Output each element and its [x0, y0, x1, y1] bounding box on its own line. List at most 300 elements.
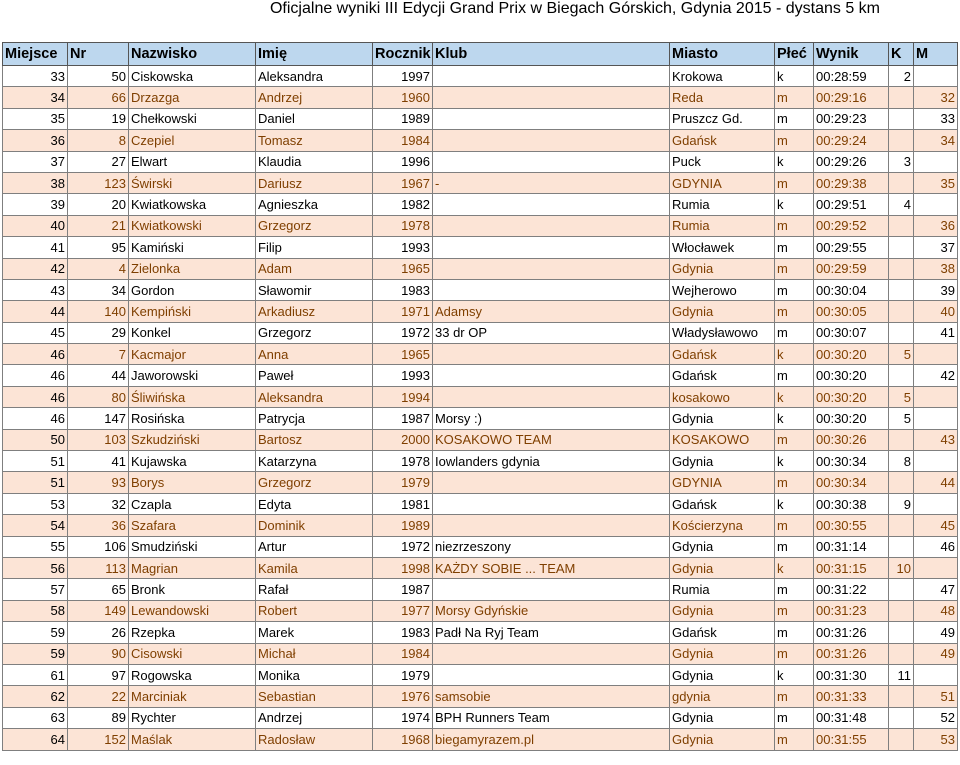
cell-klub: 33 dr OP — [433, 322, 670, 343]
cell-miasto: Gdynia — [670, 664, 775, 685]
cell-imie: Grzegorz — [256, 322, 373, 343]
table-row — [3, 515, 958, 536]
cell-nazwisko: Kempiński — [129, 301, 256, 322]
cell-wynik: 00:31:22 — [814, 579, 889, 600]
cell-k — [889, 172, 914, 193]
cell-rocznik: 1960 — [373, 87, 433, 108]
cell-wynik: 00:29:51 — [814, 194, 889, 215]
cell-miasto: Gdańsk — [670, 622, 775, 643]
cell-miejsce: 39 — [3, 194, 68, 215]
cell-miasto: Rumia — [670, 194, 775, 215]
cell-k — [889, 108, 914, 129]
cell-rocznik: 1989 — [373, 108, 433, 129]
cell-nazwisko: Smudziński — [129, 536, 256, 557]
cell-miejsce: 33 — [3, 66, 68, 87]
cell-nazwisko: Chełkowski — [129, 108, 256, 129]
cell-klub: niezrzeszony — [433, 536, 670, 557]
cell-wynik: 00:30:20 — [814, 408, 889, 429]
cell-nazwisko: Magrian — [129, 557, 256, 578]
cell-wynik: 00:31:55 — [814, 729, 889, 750]
cell-m — [914, 344, 958, 365]
cell-miejsce: 63 — [3, 707, 68, 728]
cell-m: 49 — [914, 622, 958, 643]
cell-rocznik: 1983 — [373, 622, 433, 643]
cell-imie: Rafał — [256, 579, 373, 600]
cell-m: 32 — [914, 87, 958, 108]
cell-wynik: 00:31:33 — [814, 686, 889, 707]
cell-wynik: 00:31:26 — [814, 622, 889, 643]
cell-wynik: 00:30:55 — [814, 515, 889, 536]
header-miejsce: Miejsce — [3, 43, 68, 66]
cell-m — [914, 557, 958, 578]
cell-miejsce: 50 — [3, 429, 68, 450]
table-row — [3, 172, 958, 193]
cell-rocznik: 1987 — [373, 579, 433, 600]
cell-m — [914, 194, 958, 215]
cell-k — [889, 515, 914, 536]
cell-klub — [433, 515, 670, 536]
cell-miejsce: 53 — [3, 493, 68, 514]
cell-k — [889, 258, 914, 279]
cell-k: 4 — [889, 194, 914, 215]
cell-m — [914, 66, 958, 87]
cell-miasto: Wejherowo — [670, 279, 775, 300]
cell-miejsce: 54 — [3, 515, 68, 536]
table-row — [3, 237, 958, 258]
cell-miejsce: 64 — [3, 729, 68, 750]
cell-nazwisko: Śliwińska — [129, 386, 256, 407]
cell-klub — [433, 386, 670, 407]
cell-rocznik: 1978 — [373, 215, 433, 236]
table-row — [3, 365, 958, 386]
cell-klub — [433, 87, 670, 108]
cell-nr: 147 — [68, 408, 129, 429]
cell-nr: 152 — [68, 729, 129, 750]
cell-klub: Padł Na Ryj Team — [433, 622, 670, 643]
header-wynik: Wynik — [814, 43, 889, 66]
cell-nazwisko: Bronk — [129, 579, 256, 600]
cell-miejsce: 46 — [3, 386, 68, 407]
cell-k — [889, 600, 914, 621]
cell-wynik: 00:30:26 — [814, 429, 889, 450]
cell-miasto: Gdańsk — [670, 365, 775, 386]
cell-rocznik: 1989 — [373, 515, 433, 536]
cell-k: 11 — [889, 664, 914, 685]
cell-wynik: 00:30:07 — [814, 322, 889, 343]
cell-wynik: 00:29:38 — [814, 172, 889, 193]
cell-imie: Andrzej — [256, 707, 373, 728]
cell-m: 45 — [914, 515, 958, 536]
cell-wynik: 00:30:20 — [814, 344, 889, 365]
cell-nazwisko: Szafara — [129, 515, 256, 536]
cell-nazwisko: Marciniak — [129, 686, 256, 707]
cell-k — [889, 707, 914, 728]
cell-imie: Patrycja — [256, 408, 373, 429]
cell-klub — [433, 108, 670, 129]
cell-rocznik: 1996 — [373, 151, 433, 172]
cell-m: 37 — [914, 237, 958, 258]
cell-nazwisko: Elwart — [129, 151, 256, 172]
cell-miasto: Pruszcz Gd. — [670, 108, 775, 129]
cell-imie: Anna — [256, 344, 373, 365]
cell-miejsce: 59 — [3, 622, 68, 643]
cell-klub: KAŻDY SOBIE ... TEAM — [433, 557, 670, 578]
table-row — [3, 108, 958, 129]
table-row — [3, 622, 958, 643]
cell-miejsce: 62 — [3, 686, 68, 707]
cell-m — [914, 386, 958, 407]
cell-nr: 26 — [68, 622, 129, 643]
cell-wynik: 00:29:26 — [814, 151, 889, 172]
cell-rocznik: 1984 — [373, 643, 433, 664]
cell-rocznik: 1982 — [373, 194, 433, 215]
cell-k — [889, 87, 914, 108]
cell-wynik: 00:30:34 — [814, 472, 889, 493]
cell-nazwisko: Ciskowska — [129, 66, 256, 87]
cell-nr: 29 — [68, 322, 129, 343]
cell-klub — [433, 344, 670, 365]
cell-nazwisko: Rzepka — [129, 622, 256, 643]
cell-miejsce: 44 — [3, 301, 68, 322]
cell-plec: m — [775, 707, 814, 728]
cell-m: 34 — [914, 130, 958, 151]
table-row — [3, 215, 958, 236]
cell-miasto: Krokowa — [670, 66, 775, 87]
cell-miejsce: 46 — [3, 408, 68, 429]
cell-nazwisko: Rogowska — [129, 664, 256, 685]
cell-m: 52 — [914, 707, 958, 728]
cell-imie: Sebastian — [256, 686, 373, 707]
cell-nr: 32 — [68, 493, 129, 514]
cell-rocznik: 1977 — [373, 600, 433, 621]
cell-nr: 90 — [68, 643, 129, 664]
cell-klub: Morsy :) — [433, 408, 670, 429]
cell-m — [914, 408, 958, 429]
cell-wynik: 00:31:26 — [814, 643, 889, 664]
cell-plec: m — [775, 172, 814, 193]
table-row — [3, 258, 958, 279]
cell-wynik: 00:30:38 — [814, 493, 889, 514]
cell-m — [914, 664, 958, 685]
cell-imie: Artur — [256, 536, 373, 557]
cell-m — [914, 151, 958, 172]
cell-klub — [433, 579, 670, 600]
header-nazwisko: Nazwisko — [129, 43, 256, 66]
cell-nazwisko: Maślak — [129, 729, 256, 750]
cell-nr: 4 — [68, 258, 129, 279]
cell-miejsce: 37 — [3, 151, 68, 172]
cell-k — [889, 301, 914, 322]
cell-k — [889, 365, 914, 386]
cell-klub — [433, 365, 670, 386]
cell-k — [889, 322, 914, 343]
page-title: Oficjalne wyniki III Edycji Grand Prix w Biegach Górskich, Gdynia 2015 - dystans 5 km — [269, 0, 880, 17]
table-row — [3, 408, 958, 429]
cell-miejsce: 36 — [3, 130, 68, 151]
cell-miasto: Kościerzyna — [670, 515, 775, 536]
table-row — [3, 344, 958, 365]
cell-imie: Tomasz — [256, 130, 373, 151]
cell-rocznik: 1965 — [373, 344, 433, 365]
cell-nazwisko: Rychter — [129, 707, 256, 728]
cell-imie: Grzegorz — [256, 215, 373, 236]
table-row — [3, 87, 958, 108]
cell-klub: BPH Runners Team — [433, 707, 670, 728]
cell-nr: 103 — [68, 429, 129, 450]
cell-miasto: Gdynia — [670, 707, 775, 728]
cell-nr: 65 — [68, 579, 129, 600]
cell-k — [889, 130, 914, 151]
cell-wynik: 00:30:20 — [814, 386, 889, 407]
table-row — [3, 429, 958, 450]
cell-rocznik: 1965 — [373, 258, 433, 279]
results-body — [3, 66, 958, 751]
cell-miejsce: 57 — [3, 579, 68, 600]
header-rocznik: Rocznik — [373, 43, 433, 66]
cell-k — [889, 429, 914, 450]
table-row — [3, 66, 958, 87]
cell-nr: 20 — [68, 194, 129, 215]
cell-nr: 7 — [68, 344, 129, 365]
cell-nr: 66 — [68, 87, 129, 108]
cell-miasto: Gdańsk — [670, 344, 775, 365]
cell-plec: m — [775, 622, 814, 643]
cell-m: 40 — [914, 301, 958, 322]
cell-nr: 8 — [68, 130, 129, 151]
cell-miejsce: 43 — [3, 279, 68, 300]
cell-imie: Michał — [256, 643, 373, 664]
header-m: M — [914, 43, 958, 66]
cell-nr: 27 — [68, 151, 129, 172]
cell-miejsce: 51 — [3, 451, 68, 472]
cell-nazwisko: Kacmajor — [129, 344, 256, 365]
cell-miejsce: 46 — [3, 365, 68, 386]
cell-m: 43 — [914, 429, 958, 450]
cell-wynik: 00:29:23 — [814, 108, 889, 129]
cell-k — [889, 237, 914, 258]
cell-k: 5 — [889, 408, 914, 429]
cell-nr: 113 — [68, 557, 129, 578]
cell-imie: Daniel — [256, 108, 373, 129]
cell-rocznik: 1976 — [373, 686, 433, 707]
cell-klub — [433, 493, 670, 514]
table-row — [3, 151, 958, 172]
table-row — [3, 130, 958, 151]
cell-rocznik: 1967 — [373, 172, 433, 193]
cell-rocznik: 1998 — [373, 557, 433, 578]
cell-imie: Agnieszka — [256, 194, 373, 215]
cell-m — [914, 451, 958, 472]
cell-nr: 19 — [68, 108, 129, 129]
cell-miasto: gdynia — [670, 686, 775, 707]
cell-klub — [433, 215, 670, 236]
cell-plec: m — [775, 258, 814, 279]
cell-plec: m — [775, 472, 814, 493]
cell-plec: m — [775, 237, 814, 258]
cell-miasto: Gdynia — [670, 600, 775, 621]
cell-miejsce: 40 — [3, 215, 68, 236]
cell-wynik: 00:30:05 — [814, 301, 889, 322]
cell-rocznik: 1971 — [373, 301, 433, 322]
table-row — [3, 194, 958, 215]
cell-wynik: 00:31:30 — [814, 664, 889, 685]
cell-m: 49 — [914, 643, 958, 664]
cell-nazwisko: Lewandowski — [129, 600, 256, 621]
cell-rocznik: 1972 — [373, 322, 433, 343]
cell-plec: m — [775, 515, 814, 536]
cell-plec: m — [775, 643, 814, 664]
cell-plec: m — [775, 536, 814, 557]
cell-wynik: 00:29:52 — [814, 215, 889, 236]
table-row — [3, 579, 958, 600]
cell-klub — [433, 237, 670, 258]
cell-klub: KOSAKOWO TEAM — [433, 429, 670, 450]
cell-k: 2 — [889, 66, 914, 87]
cell-wynik: 00:31:48 — [814, 707, 889, 728]
cell-k — [889, 472, 914, 493]
cell-nr: 89 — [68, 707, 129, 728]
table-row — [3, 451, 958, 472]
cell-plec: k — [775, 66, 814, 87]
cell-m: 36 — [914, 215, 958, 236]
cell-klub — [433, 258, 670, 279]
cell-rocznik: 1984 — [373, 130, 433, 151]
table-row — [3, 386, 958, 407]
header-plec: Płeć — [775, 43, 814, 66]
cell-imie: Edyta — [256, 493, 373, 514]
cell-imie: Kamila — [256, 557, 373, 578]
cell-miejsce: 58 — [3, 600, 68, 621]
cell-miasto: Rumia — [670, 579, 775, 600]
cell-m: 38 — [914, 258, 958, 279]
cell-plec: m — [775, 600, 814, 621]
cell-miejsce: 61 — [3, 664, 68, 685]
cell-miasto: Gdańsk — [670, 493, 775, 514]
cell-nazwisko: Konkel — [129, 322, 256, 343]
cell-wynik: 00:30:20 — [814, 365, 889, 386]
cell-klub — [433, 279, 670, 300]
results-table — [2, 42, 958, 751]
cell-nazwisko: Kujawska — [129, 451, 256, 472]
cell-klub — [433, 472, 670, 493]
cell-nr: 21 — [68, 215, 129, 236]
cell-imie: Aleksandra — [256, 386, 373, 407]
cell-nr: 36 — [68, 515, 129, 536]
cell-rocznik: 1979 — [373, 664, 433, 685]
cell-miasto: Gdańsk — [670, 130, 775, 151]
cell-nr: 95 — [68, 237, 129, 258]
cell-imie: Arkadiusz — [256, 301, 373, 322]
cell-k — [889, 279, 914, 300]
cell-rocznik: 1983 — [373, 279, 433, 300]
cell-k: 10 — [889, 557, 914, 578]
cell-plec: k — [775, 344, 814, 365]
cell-plec: m — [775, 130, 814, 151]
table-row — [3, 664, 958, 685]
cell-wynik: 00:29:24 — [814, 130, 889, 151]
cell-nazwisko: Kamiński — [129, 237, 256, 258]
cell-miejsce: 45 — [3, 322, 68, 343]
cell-plec: m — [775, 429, 814, 450]
cell-nr: 50 — [68, 66, 129, 87]
cell-miejsce: 51 — [3, 472, 68, 493]
cell-plec: m — [775, 579, 814, 600]
cell-m: 33 — [914, 108, 958, 129]
cell-m: 47 — [914, 579, 958, 600]
cell-k — [889, 622, 914, 643]
cell-klub: Morsy Gdyńskie — [433, 600, 670, 621]
cell-nr: 123 — [68, 172, 129, 193]
cell-miejsce: 56 — [3, 557, 68, 578]
cell-imie: Radosław — [256, 729, 373, 750]
cell-miasto: KOSAKOWO — [670, 429, 775, 450]
cell-miejsce: 35 — [3, 108, 68, 129]
cell-m: 44 — [914, 472, 958, 493]
cell-rocznik: 1968 — [373, 729, 433, 750]
cell-klub — [433, 66, 670, 87]
cell-miejsce: 55 — [3, 536, 68, 557]
cell-plec: m — [775, 108, 814, 129]
cell-imie: Monika — [256, 664, 373, 685]
cell-nazwisko: Kwiatkowski — [129, 215, 256, 236]
cell-plec: k — [775, 451, 814, 472]
cell-nazwisko: Borys — [129, 472, 256, 493]
cell-miasto: Gdynia — [670, 536, 775, 557]
table-row — [3, 707, 958, 728]
cell-rocznik: 1972 — [373, 536, 433, 557]
cell-klub — [433, 130, 670, 151]
cell-plec: k — [775, 194, 814, 215]
cell-plec: m — [775, 365, 814, 386]
cell-nazwisko: Drzazga — [129, 87, 256, 108]
cell-plec: m — [775, 215, 814, 236]
cell-miejsce: 38 — [3, 172, 68, 193]
cell-klub: - — [433, 172, 670, 193]
cell-wynik: 00:31:14 — [814, 536, 889, 557]
cell-miasto: Gdynia — [670, 729, 775, 750]
cell-nr: 149 — [68, 600, 129, 621]
header-klub: Klub — [433, 43, 670, 66]
cell-imie: Grzegorz — [256, 472, 373, 493]
cell-wynik: 00:30:04 — [814, 279, 889, 300]
cell-miasto: kosakowo — [670, 386, 775, 407]
header-imie: Imię — [256, 43, 373, 66]
cell-nr: 22 — [68, 686, 129, 707]
cell-miasto: GDYNIA — [670, 172, 775, 193]
cell-rocznik: 1997 — [373, 66, 433, 87]
cell-miejsce: 42 — [3, 258, 68, 279]
cell-imie: Katarzyna — [256, 451, 373, 472]
cell-rocznik: 1978 — [373, 451, 433, 472]
cell-plec: m — [775, 686, 814, 707]
cell-miasto: Gdynia — [670, 643, 775, 664]
cell-miasto: Gdynia — [670, 557, 775, 578]
cell-plec: k — [775, 493, 814, 514]
cell-rocznik: 1994 — [373, 386, 433, 407]
cell-m: 42 — [914, 365, 958, 386]
cell-rocznik: 1993 — [373, 365, 433, 386]
cell-plec: k — [775, 664, 814, 685]
cell-miasto: Gdynia — [670, 301, 775, 322]
cell-nr: 80 — [68, 386, 129, 407]
cell-plec: m — [775, 729, 814, 750]
cell-plec: m — [775, 322, 814, 343]
cell-miasto: Gdynia — [670, 451, 775, 472]
cell-nazwisko: Cisowski — [129, 643, 256, 664]
cell-nazwisko: Zielonka — [129, 258, 256, 279]
cell-plec: m — [775, 301, 814, 322]
table-row — [3, 643, 958, 664]
